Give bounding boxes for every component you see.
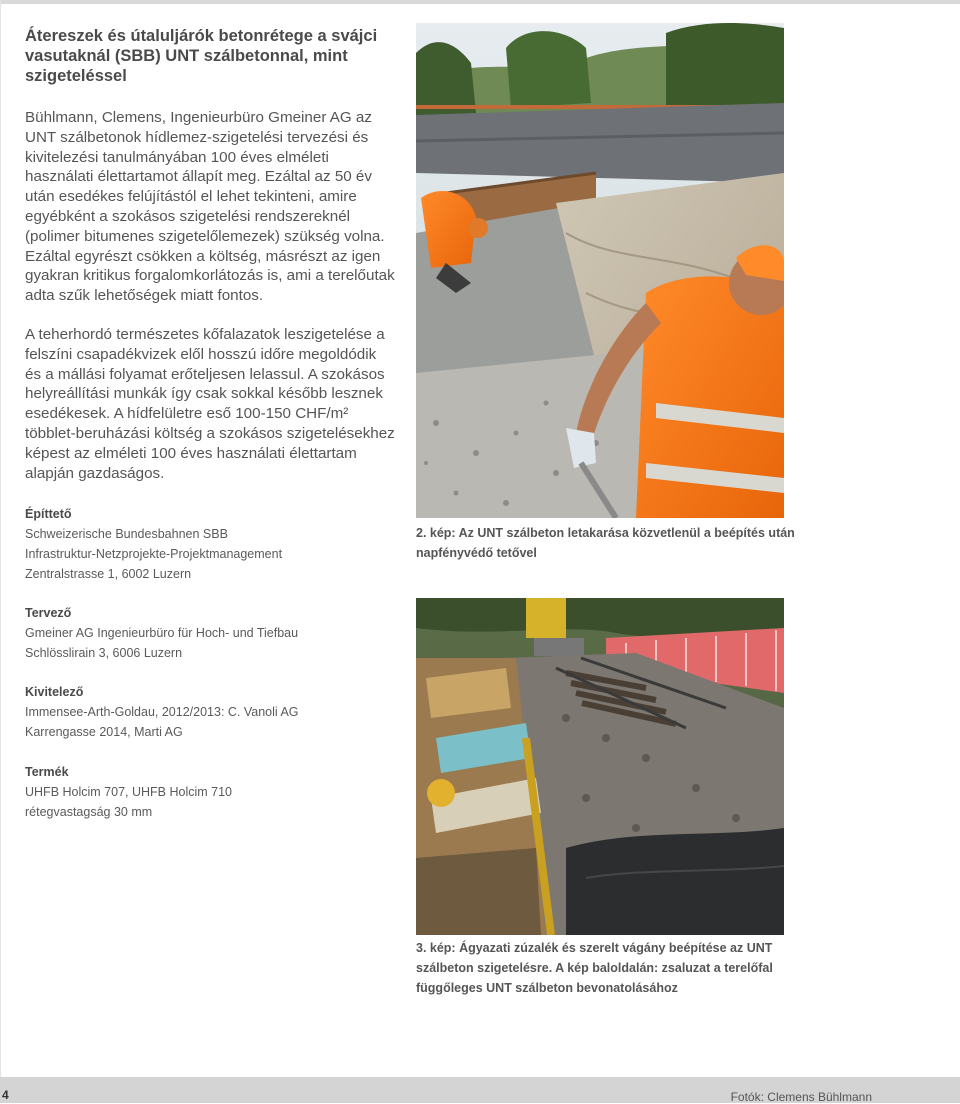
info-heading-contractor: Kivitelező	[25, 685, 84, 699]
info-block-builder	[25, 504, 395, 584]
info-line: Zentralstrasse 1, 6002 Luzern	[25, 567, 192, 581]
info-heading-product: Termék	[25, 765, 69, 779]
info-heading-builder: Építtető	[25, 507, 72, 521]
photo-track-ballast	[416, 598, 784, 935]
info-line: Schlösslirain 3, 6006 Luzern	[25, 646, 183, 660]
body-paragraph-2: A teherhordó természetes kőfalazatok leszigetelése a felszíni csapadékvizek elől hosszú időre megoldódik és a mállási folyamat erőteljesen lelassul. A szokásos helyreállítási munkák így csak sokkal később lesznek esedékesek. A hídfelületre eső 100-150 CHF/m² többlet-beruházási költség a szokásos szigetelésekhez képest az elméleti 100 éves használati élettartam alapján gazdaságos.	[25, 326, 395, 482]
article-title: Átereszek és útaluljárók betonrétege a svájci vasutaknál (SBB) UNT szálbetonnal, mint szigeteléssel	[25, 27, 378, 85]
photo-caption-1: 2. kép: Az UNT szálbeton letakarása közvetlenül a beépítés után napfényvédő tetővel	[416, 526, 795, 560]
info-heading-designer: Tervező	[25, 606, 72, 620]
info-line: UHFB Holcim 707, UHFB Holcim 710	[25, 785, 232, 799]
info-block-product	[25, 762, 395, 822]
info-block-contractor	[25, 682, 395, 742]
left-margin-rule	[0, 0, 1, 1080]
page-number: 4	[2, 1088, 9, 1102]
info-block-designer	[25, 603, 395, 663]
photo-concrete-covering	[416, 23, 784, 518]
info-line: rétegvastagság 30 mm	[25, 805, 153, 819]
info-line: Infrastruktur-Netzprojekte-Projektmanagement	[25, 547, 283, 561]
top-rule	[0, 0, 960, 4]
info-line: Gmeiner AG Ingenieurbüro für Hoch- und Tiefbau	[25, 626, 299, 640]
photo-caption-2: 3. kép: Ágyazati zúzalék és szerelt vágány beépítése az UNT szálbeton szigetelésre. A kép baloldalán: zsaluzat a terelőfal függőleges UNT szálbeton bevonatolásához	[416, 941, 773, 995]
info-line: Immensee-Arth-Goldau, 2012/2013: C. Vanoli AG	[25, 705, 299, 719]
info-line: Karrengasse 2014, Marti AG	[25, 725, 183, 739]
body-paragraph-1: Bühlmann, Clemens, Ingenieurbüro Gmeiner AG az UNT szálbetonok hídlemez-szigetelési tervezési és kivitelezési tanulmányában 100 éves elméleti használati élettartamot állapít meg. Ezáltal az 50 év után esedékes felújítástól el lehet tekinteni, amire egyébként a szokásos szigetelési rendszereknél (polimer bitumenes szigetelőlemezek) szükség volna. Ezáltal egyrészt csökken a költség, másrészt az igen gyakran kritikus forgalomkorlátozás is, ami a terelőutak adta szűk lehetőségek miatt fontos.	[25, 109, 395, 305]
photo-credit: Fotók: Clemens Bühlmann	[730, 1090, 872, 1104]
info-line: Schweizerische Bundesbahnen SBB	[25, 527, 228, 541]
